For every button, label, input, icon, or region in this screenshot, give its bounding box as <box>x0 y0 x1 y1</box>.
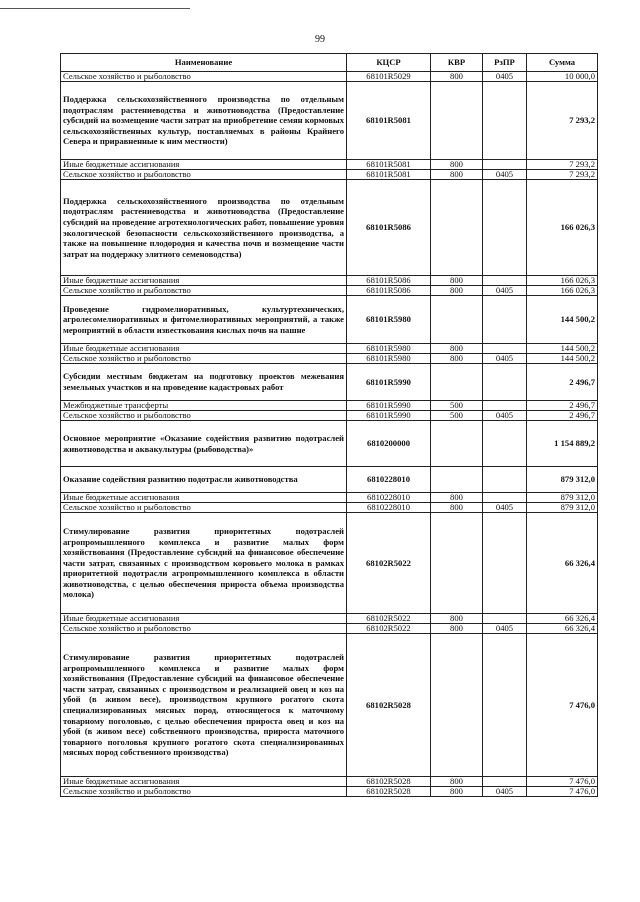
cell-rzpr <box>483 634 527 777</box>
cell-name: Сельское хозяйство и рыболовство <box>61 787 347 797</box>
cell-sum: 7 293,2 <box>527 160 598 170</box>
cell-name: Субсидии местным бюджетам на подготовку проектов межевания земельных участков и на проведение кадастровых работ <box>61 364 347 401</box>
cell-code: 6810228010 <box>347 503 431 513</box>
cell-rzpr: 0405 <box>483 170 527 180</box>
header-code: КЦСР <box>347 54 431 72</box>
cell-code: 68102R5022 <box>347 513 431 614</box>
cell-kvr: 800 <box>431 493 483 503</box>
table-row <box>61 170 598 180</box>
cell-code: 68101R5081 <box>347 160 431 170</box>
cell-kvr: 500 <box>431 401 483 411</box>
cell-sum: 144 500,2 <box>527 354 598 364</box>
cell-name: Сельское хозяйство и рыболовство <box>61 286 347 296</box>
cell-kvr: 800 <box>431 354 483 364</box>
cell-name: Стимулирование развития приоритетных подотраслей агропромышленного комплекса и развитие малых форм хозяйствования (Предоставление субсидий на финансовое обеспечение части затрат, связанных с производством и реализацией овец и коз на убой (в живом весе), производством крупного рогатого скота специализированных мясных пород, относящегося к маточному товарному поголовью, с целью обеспечения прироста овец и коз на убой (в живом весе) собственного производства, прироста маточного товарного поголовья крупного рогатого скота специализированных мясных пород собственного производства) <box>61 634 347 777</box>
header-kvr: КВР <box>431 54 483 72</box>
cell-name: Проведение гидромелиоративных, культуртехнических, агролесомелиоративных и фитомелиоративных мероприятий, а также мероприятий в области известкования кислых почв на пашне <box>61 296 347 344</box>
cell-name: Стимулирование развития приоритетных подотраслей агропромышленного комплекса и развитие малых форм хозяйствования (Предоставление субсидий на финансовое обеспечение части затрат, связанных с производством коровьего молока в рамках приоритетной подотрасли агропромышленного комплекса в области животноводства, с целью обеспечения прироста объема производства молока) <box>61 513 347 614</box>
cell-rzpr <box>483 276 527 286</box>
table-row <box>61 421 598 467</box>
cell-code: 68101R5980 <box>347 344 431 354</box>
cell-kvr: 800 <box>431 286 483 296</box>
budget-table <box>60 53 598 797</box>
cell-kvr: 800 <box>431 614 483 624</box>
cell-code: 68101R5029 <box>347 72 431 82</box>
cell-code: 68102R5028 <box>347 787 431 797</box>
cell-sum: 10 000,0 <box>527 72 598 82</box>
cell-kvr: 800 <box>431 344 483 354</box>
cell-kvr <box>431 364 483 401</box>
header-rzpr: РзПР <box>483 54 527 72</box>
cell-sum: 2 496,7 <box>527 364 598 401</box>
cell-rzpr: 0405 <box>483 286 527 296</box>
table-row <box>61 624 598 634</box>
cell-kvr: 800 <box>431 787 483 797</box>
cell-sum: 66 326,4 <box>527 624 598 634</box>
cell-kvr: 800 <box>431 160 483 170</box>
table-row <box>61 787 598 797</box>
cell-rzpr: 0405 <box>483 411 527 421</box>
table-header-row <box>61 54 598 72</box>
table-row <box>61 180 598 276</box>
cell-rzpr <box>483 364 527 401</box>
cell-name: Сельское хозяйство и рыболовство <box>61 170 347 180</box>
table-row <box>61 634 598 777</box>
cell-code: 68101R5980 <box>347 296 431 344</box>
cell-name: Иные бюджетные ассигнования <box>61 614 347 624</box>
top-rule <box>0 8 190 9</box>
table-row <box>61 467 598 493</box>
cell-rzpr: 0405 <box>483 72 527 82</box>
cell-rzpr: 0405 <box>483 503 527 513</box>
cell-kvr <box>431 421 483 467</box>
table-row <box>61 72 598 82</box>
cell-name: Поддержка сельскохозяйственного производства по отдельным подотраслям растениеводства и животноводства (Предоставление субсидий на проведение агротехнологических работ, повышение уровня экологической безопасности сельскохозяйственного производства, а также на повышение плодородия и качества почв и возмещение части затрат на поддержку элитного семеноводства) <box>61 180 347 276</box>
cell-name: Основное мероприятие «Оказание содействия развитию подотраслей животноводства и аквакультуры (рыбоводства)» <box>61 421 347 467</box>
cell-name: Поддержка сельскохозяйственного производства по отдельным подотраслям растениеводства и животноводства (Предоставление субсидий на возмещение части затрат на приобретение семян кормовых сельскохозяйственных культур, поставляемых в районы Крайнего Севера и приравненные к ним местности) <box>61 82 347 160</box>
cell-rzpr <box>483 180 527 276</box>
cell-kvr: 800 <box>431 170 483 180</box>
table-row <box>61 82 598 160</box>
cell-sum: 166 026,3 <box>527 286 598 296</box>
cell-rzpr: 0405 <box>483 354 527 364</box>
table-row <box>61 401 598 411</box>
table-row <box>61 513 598 614</box>
cell-name: Сельское хозяйство и рыболовство <box>61 411 347 421</box>
cell-sum: 7 476,0 <box>527 787 598 797</box>
cell-rzpr <box>483 493 527 503</box>
table-row <box>61 296 598 344</box>
cell-sum: 66 326,4 <box>527 614 598 624</box>
cell-name: Иные бюджетные ассигнования <box>61 493 347 503</box>
cell-sum: 166 026,3 <box>527 180 598 276</box>
cell-code: 68101R5081 <box>347 170 431 180</box>
cell-code: 68101R5081 <box>347 82 431 160</box>
table-row <box>61 493 598 503</box>
cell-kvr: 800 <box>431 624 483 634</box>
cell-sum: 7 476,0 <box>527 777 598 787</box>
cell-name: Оказание содействия развитию подотрасли животноводства <box>61 467 347 493</box>
cell-rzpr <box>483 421 527 467</box>
table-row <box>61 344 598 354</box>
table-row <box>61 411 598 421</box>
cell-name: Сельское хозяйство и рыболовство <box>61 72 347 82</box>
cell-name: Сельское хозяйство и рыболовство <box>61 503 347 513</box>
cell-kvr: 800 <box>431 276 483 286</box>
cell-kvr <box>431 82 483 160</box>
cell-code: 68102R5022 <box>347 624 431 634</box>
cell-sum: 2 496,7 <box>527 411 598 421</box>
cell-rzpr <box>483 513 527 614</box>
table-row <box>61 354 598 364</box>
table-row <box>61 276 598 286</box>
cell-code: 68101R5990 <box>347 401 431 411</box>
cell-code: 68101R5980 <box>347 354 431 364</box>
cell-code: 6810228010 <box>347 493 431 503</box>
cell-name: Иные бюджетные ассигнования <box>61 777 347 787</box>
cell-sum: 7 293,2 <box>527 170 598 180</box>
cell-rzpr <box>483 401 527 411</box>
cell-code: 68101R5086 <box>347 286 431 296</box>
cell-kvr: 800 <box>431 503 483 513</box>
cell-kvr: 800 <box>431 72 483 82</box>
cell-name: Сельское хозяйство и рыболовство <box>61 624 347 634</box>
header-sum: Сумма <box>527 54 598 72</box>
cell-sum: 66 326,4 <box>527 513 598 614</box>
table-row <box>61 160 598 170</box>
cell-code: 68102R5028 <box>347 777 431 787</box>
table-row <box>61 286 598 296</box>
cell-sum: 7 476,0 <box>527 634 598 777</box>
table-row <box>61 364 598 401</box>
cell-rzpr <box>483 467 527 493</box>
cell-code: 68101R5990 <box>347 364 431 401</box>
cell-code: 6810228010 <box>347 467 431 493</box>
cell-code: 68101R5086 <box>347 276 431 286</box>
cell-rzpr <box>483 296 527 344</box>
cell-code: 68101R5990 <box>347 411 431 421</box>
cell-rzpr <box>483 160 527 170</box>
cell-kvr: 500 <box>431 411 483 421</box>
cell-name: Межбюджетные трансферты <box>61 401 347 411</box>
cell-sum: 7 293,2 <box>527 82 598 160</box>
cell-sum: 166 026,3 <box>527 276 598 286</box>
table-row <box>61 614 598 624</box>
cell-sum: 144 500,2 <box>527 344 598 354</box>
cell-rzpr: 0405 <box>483 624 527 634</box>
cell-kvr <box>431 513 483 614</box>
cell-name: Иные бюджетные ассигнования <box>61 276 347 286</box>
cell-name: Иные бюджетные ассигнования <box>61 344 347 354</box>
cell-kvr <box>431 296 483 344</box>
cell-code: 68102R5022 <box>347 614 431 624</box>
cell-sum: 879 312,0 <box>527 503 598 513</box>
cell-sum: 2 496,7 <box>527 401 598 411</box>
cell-sum: 144 500,2 <box>527 296 598 344</box>
cell-kvr <box>431 180 483 276</box>
cell-name: Сельское хозяйство и рыболовство <box>61 354 347 364</box>
cell-rzpr <box>483 614 527 624</box>
cell-kvr: 800 <box>431 777 483 787</box>
cell-sum: 879 312,0 <box>527 467 598 493</box>
cell-sum: 879 312,0 <box>527 493 598 503</box>
table-row <box>61 777 598 787</box>
cell-code: 68101R5086 <box>347 180 431 276</box>
cell-kvr <box>431 467 483 493</box>
cell-code: 68102R5028 <box>347 634 431 777</box>
table-row <box>61 503 598 513</box>
cell-kvr <box>431 634 483 777</box>
page-number: 99 <box>315 34 325 45</box>
cell-rzpr: 0405 <box>483 787 527 797</box>
cell-code: 6810200000 <box>347 421 431 467</box>
cell-rzpr <box>483 344 527 354</box>
cell-name: Иные бюджетные ассигнования <box>61 160 347 170</box>
cell-rzpr <box>483 777 527 787</box>
cell-rzpr <box>483 82 527 160</box>
cell-sum: 1 154 889,2 <box>527 421 598 467</box>
header-name: Наименование <box>61 54 347 72</box>
